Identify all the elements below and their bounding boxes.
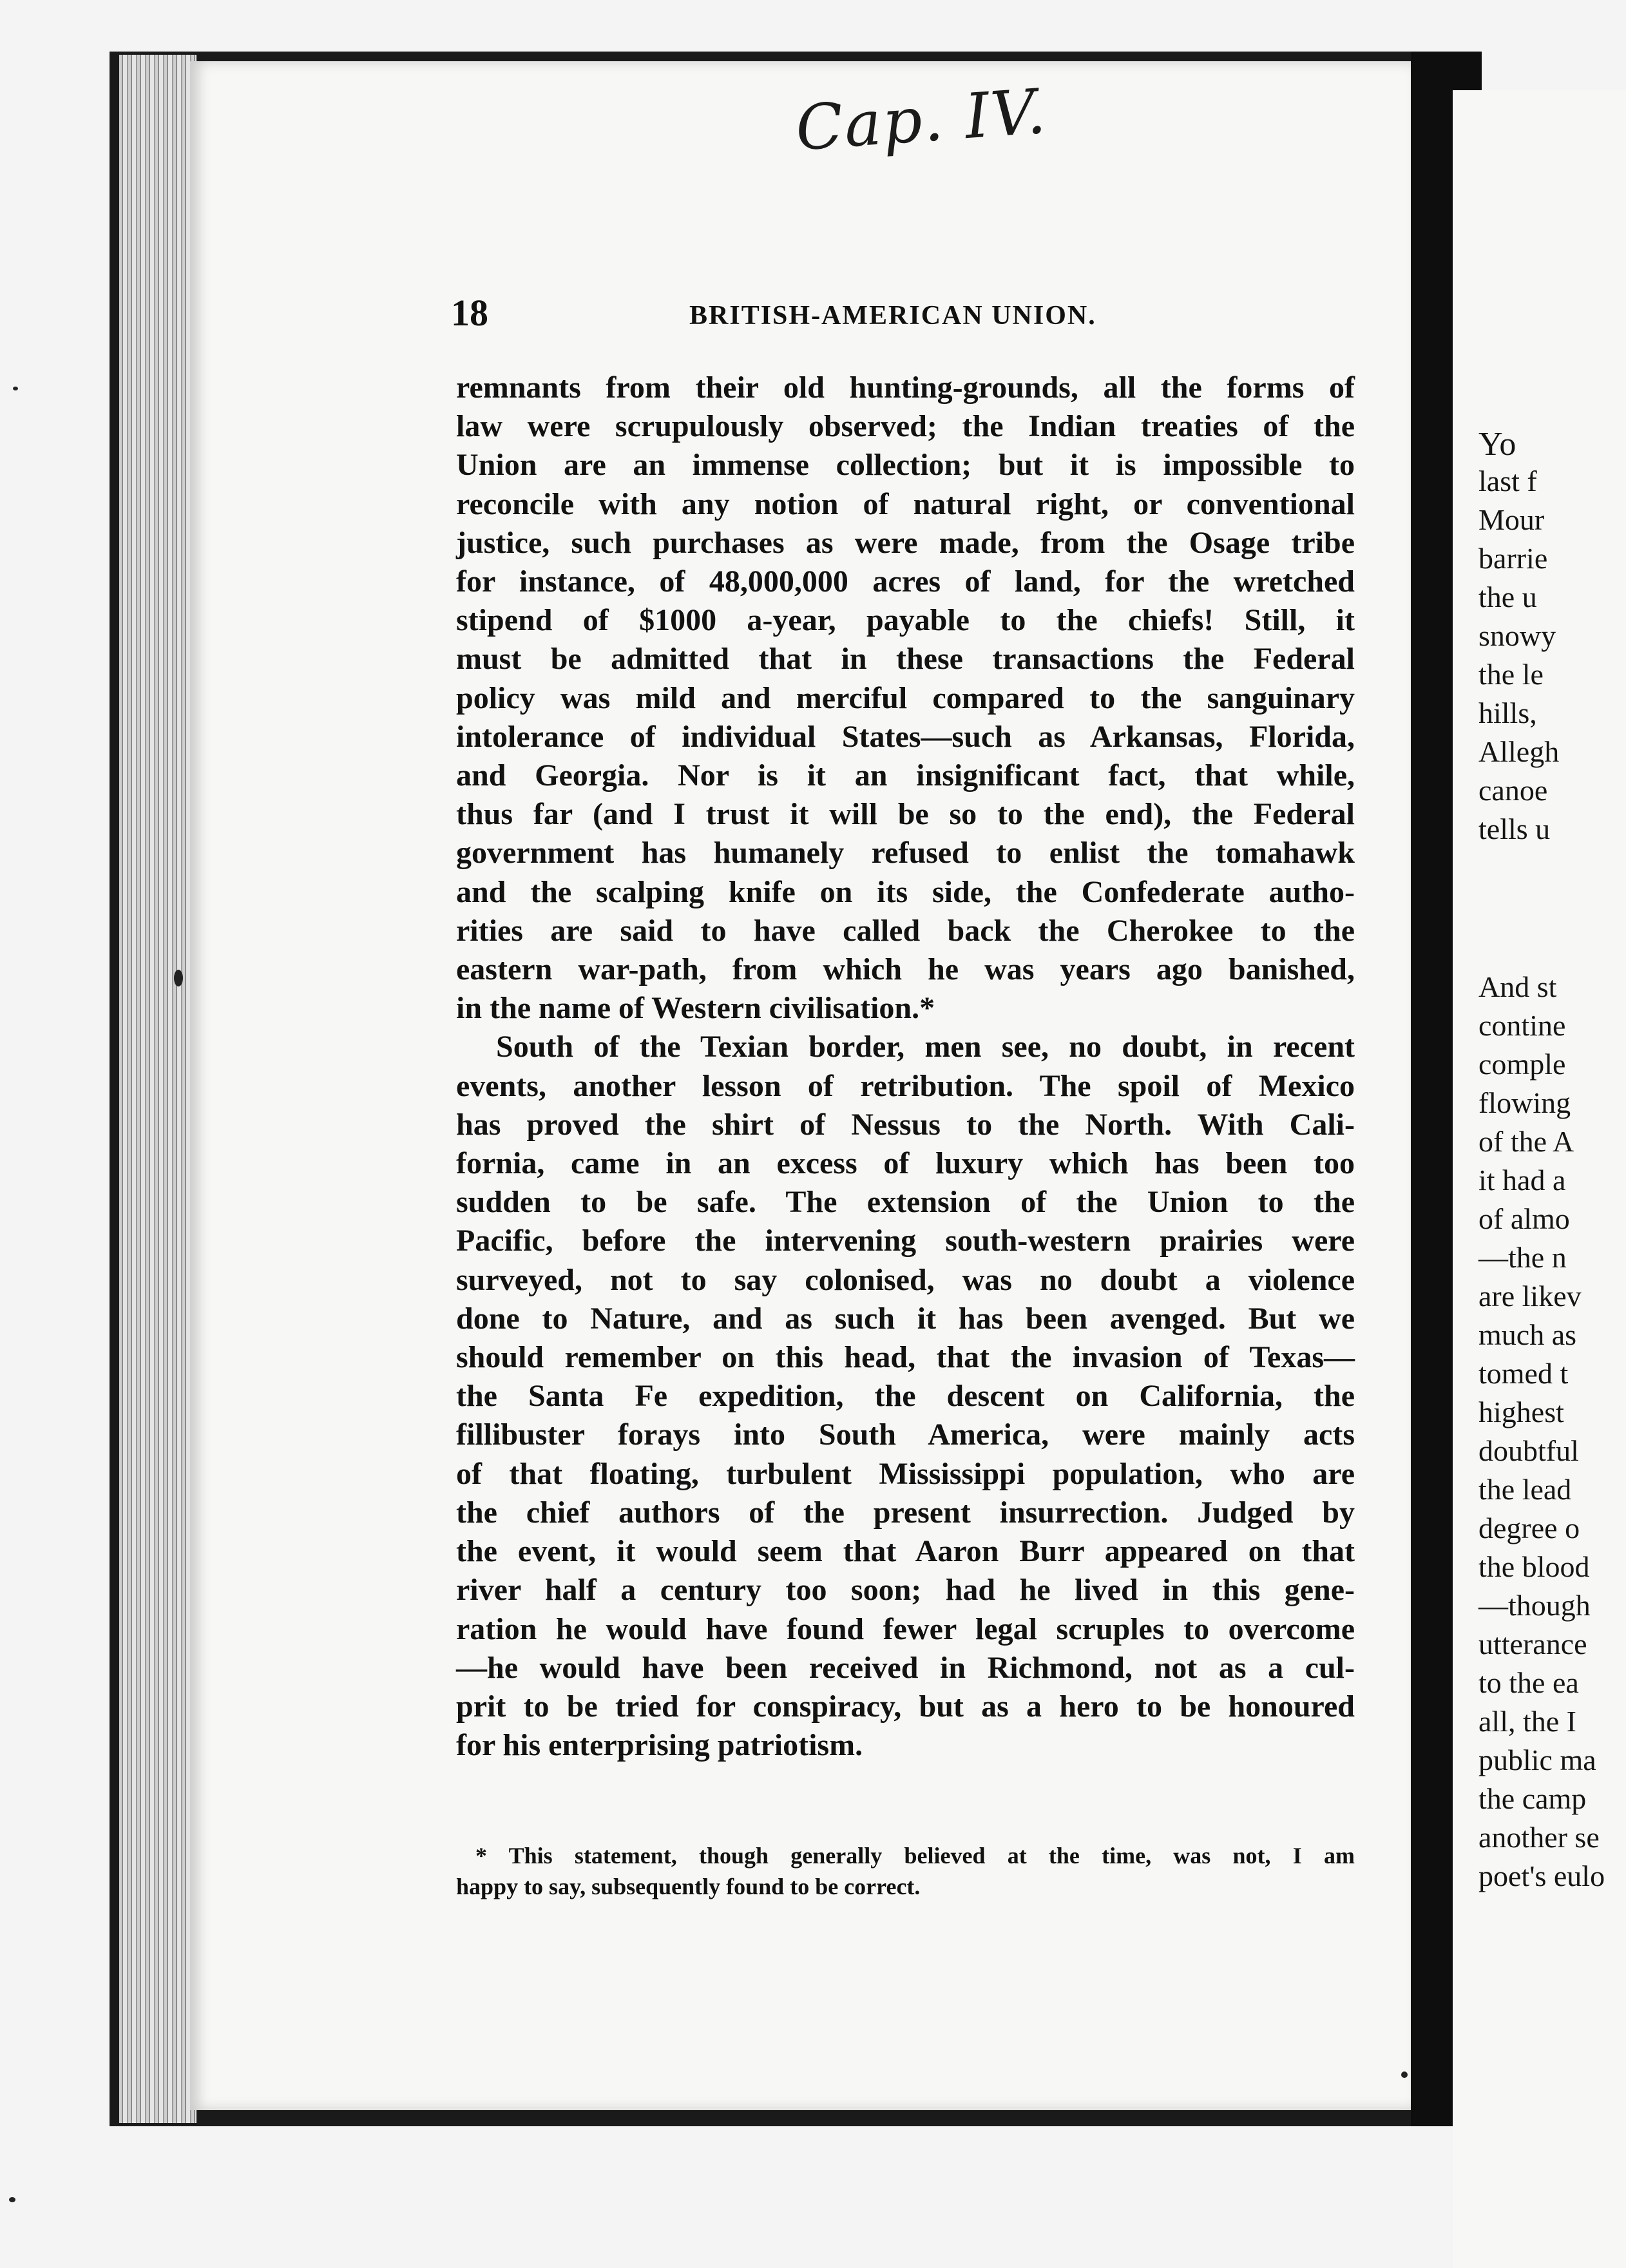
text-line: fillibuster forays into South America, were mainly acts <box>456 1418 1355 1452</box>
facing-line: poet's eulo <box>1478 1860 1605 1892</box>
text-line: law were scrupulously observed; the Indian treaties of the <box>456 409 1355 444</box>
text-line: Union are an immense collection; but it is impossible to <box>456 448 1355 483</box>
text-line: should remember on this head, that the invasion of Texas— <box>456 1340 1355 1375</box>
text-line: for his enterprising patriotism. <box>456 1728 863 1763</box>
text-line: prit to be tried for conspiracy, but as a hero to be honoured <box>456 1689 1355 1724</box>
facing-line: Allegh <box>1478 735 1560 768</box>
text-line: river half a century too soon; had he lived in this gene- <box>456 1573 1355 1608</box>
facing-line: flowing <box>1478 1086 1571 1119</box>
text-line: for instance, of 48,000,000 acres of land, for the wretched <box>456 564 1355 599</box>
facing-line: contine <box>1478 1009 1566 1042</box>
text-line: reconcile with any notion of natural right, or conventional <box>456 486 1355 521</box>
facing-line: of almo <box>1478 1202 1570 1235</box>
footnote <box>456 1840 1355 1902</box>
facing-line: the blood <box>1478 1550 1590 1583</box>
text-line: and the scalping knife on its side, the Confederate autho- <box>456 874 1355 909</box>
text-line: ration he would have found fewer legal scruples to overcome <box>456 1611 1355 1646</box>
facing-line: barrie <box>1478 542 1548 575</box>
facing-line: tomed t <box>1478 1357 1569 1390</box>
facing-line: —though <box>1478 1589 1591 1622</box>
facing-line: the lead <box>1478 1473 1572 1506</box>
text-line: surveyed, not to say colonised, was no doubt a violence <box>456 1262 1355 1297</box>
text-line: and Georgia. Nor is it an insignificant fact, that while, <box>456 758 1355 793</box>
facing-line: the le <box>1478 658 1544 691</box>
page-edges <box>119 55 196 2123</box>
text-line: in the name of Western civilisation.* <box>456 991 935 1026</box>
facing-line: Mour <box>1478 503 1545 536</box>
text-line: of that floating, turbulent Mississippi population, who are <box>456 1456 1355 1491</box>
facing-line: to the ea <box>1478 1666 1579 1699</box>
text-line: remnants from their old hunting-grounds, all the forms of <box>456 370 1355 405</box>
handwritten-annotation: Cap. IV. <box>793 75 1049 165</box>
text-line: rities are said to have called back the Cherokee to the <box>456 913 1355 948</box>
facing-line: snowy <box>1478 619 1556 652</box>
facing-line: And st <box>1478 970 1557 1003</box>
facing-line: tells u <box>1478 812 1551 845</box>
facing-line: are likev <box>1478 1280 1582 1312</box>
facing-page <box>1453 90 1626 2268</box>
scan-speck <box>1401 2071 1408 2078</box>
facing-line: hills, <box>1478 697 1537 729</box>
text-line: sudden to be safe. The extension of the Union to the <box>456 1185 1355 1220</box>
facing-line: comple <box>1478 1048 1566 1081</box>
text-line: —he would have been received in Richmond, not as a cul- <box>456 1650 1355 1685</box>
facing-line: doubtful <box>1478 1434 1579 1467</box>
text-line: government has humanely refused to enlist the tomahawk <box>456 836 1355 870</box>
text-line: has proved the shirt of Nessus to the North. With Cali- <box>456 1107 1355 1142</box>
text-line: must be admitted that in these transactions the Federal <box>456 642 1355 677</box>
text-line: thus far (and I trust it will be so to the end), the Federal <box>456 797 1355 832</box>
facing-line: highest <box>1478 1396 1564 1428</box>
text-line: eastern war-path, from which he was years ago banished, <box>456 952 1355 987</box>
text-line: policy was mild and merciful compared to the sanguinary <box>456 680 1355 715</box>
facing-line: Yo <box>1478 426 1516 463</box>
facing-line: the camp <box>1478 1782 1587 1815</box>
footnote-line: happy to say, subsequently found to be correct. <box>456 1874 921 1899</box>
footnote-line: * This statement, though generally believed at the time, was not, I am <box>475 1843 1355 1869</box>
body-text <box>456 369 1355 1765</box>
facing-line: last f <box>1478 465 1537 497</box>
text-line: Pacific, before the intervening south-western prairies were <box>456 1224 1355 1258</box>
facing-line: it had a <box>1478 1164 1566 1196</box>
text-line: fornia, came in an excess of luxury which has been too <box>456 1146 1355 1181</box>
text-line: the chief authors of the present insurrection. Judged by <box>456 1495 1355 1530</box>
text-line: the event, it would seem that Aaron Burr appeared on that <box>456 1534 1355 1569</box>
text-line: South of the Texian border, men see, no doubt, in recent <box>496 1030 1355 1064</box>
facing-line: the u <box>1478 581 1537 613</box>
facing-line: utterance <box>1478 1628 1587 1660</box>
text-line: done to Nature, and as such it has been avenged. But we <box>456 1301 1355 1336</box>
facing-line: degree o <box>1478 1512 1580 1544</box>
facing-line: all, the I <box>1478 1705 1576 1738</box>
text-line: intolerance of individual States—such as Arkansas, Florida, <box>456 719 1355 754</box>
text-line: events, another lesson of retribution. The spoil of Mexico <box>456 1068 1355 1103</box>
page-number: 18 <box>451 292 488 334</box>
text-line: stipend of $1000 a-year, payable to the chiefs! Still, it <box>456 603 1355 638</box>
facing-line: —the n <box>1478 1241 1567 1274</box>
facing-line: canoe <box>1478 774 1548 807</box>
facing-line: much as <box>1478 1318 1577 1351</box>
text-line: the Santa Fe expedition, the descent on California, the <box>456 1379 1355 1414</box>
running-title: BRITISH-AMERICAN UNION. <box>689 301 1096 331</box>
facing-line: public ma <box>1478 1744 1596 1776</box>
facing-line: of the A <box>1478 1125 1574 1158</box>
scan-speck <box>174 970 183 986</box>
text-line: justice, such purchases as were made, from the Osage tribe <box>456 525 1355 560</box>
scan-speck <box>9 2197 15 2202</box>
facing-line: another se <box>1478 1821 1600 1854</box>
scan-speck <box>13 387 18 390</box>
